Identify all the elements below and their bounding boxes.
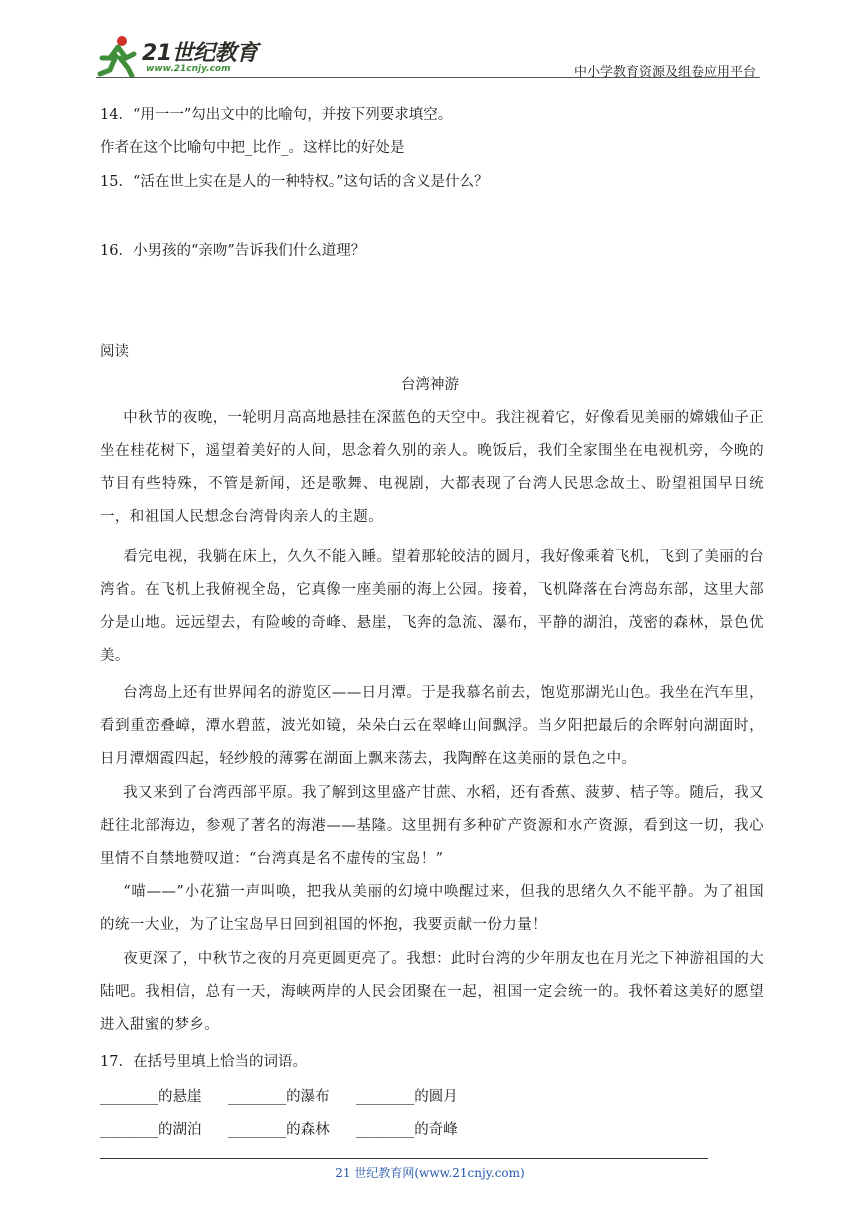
footer-divider [100,1158,708,1159]
passage-paragraph-1: 中秋节的夜晚，一轮明月高高地悬挂在深蓝色的天空中。我注视着它，好像看见美丽的嫦娥仙子正坐在桂花树下，遥望着美好的人间，思念着久别的亲人。晚饭后，我们全家围坐在电视机旁，今晚的节目有些特殊，不管是新闻，还是歌舞、电视剧，大都表现了台湾人民思念故土、盼望祖国早日统一，和祖国人民想念台湾骨肉亲人的主题。 [100,410,764,525]
question-14-sub: 作者在这个比喻句中把_比作_。这样比的好处是 [100,140,405,156]
fill-blank-item: ________的瀑布 [228,1089,330,1105]
passage-paragraph-4: 我又来到了台湾西部平原。我了解到这里盛产甘蔗、水稻，还有香蕉、菠萝、桔子等。随后，我又赶往北部海边，参观了著名的海港——基隆。这里拥有多种矿产资源和水产资源，看到这一切，我心里情不自禁地赞叹道：“台湾真是名不虚传的宝岛！” [100,785,764,867]
fill-blank-row-1 [100,1087,480,1107]
passage-paragraph-3: 台湾岛上还有世界闻名的游览区——日月潭。于是我慕名前去，饱览那湖光山色。我坐在汽车里，看到重峦叠嶂，潭水碧蓝，波光如镜，朵朵白云在翠峰山间飘浮。当夕阳把最后的余晖射向湖面时，日月潭烟霞四起，轻纱般的薄雾在湖面上飘来荡去，我陶醉在这美丽的景色之中。 [100,685,764,767]
passage-paragraph-5: “喵——”小花猫一声叫唤，把我从美丽的幻境中唤醒过来，但我的思绪久久不能平静。为了祖国的统一大业，为了让宝岛早日回到祖国的怀抱，我要贡献一份力量！ [100,884,764,933]
page-header [96,30,760,80]
fill-blank-item: ________的圆月 [356,1089,458,1105]
question-15: 15．“活在世上实在是人的一种特权。”这句话的含义是什么？ [100,174,489,190]
question-14: 14．“用一一”勾出文中的比喻句，并按下列要求填空。 [100,107,453,123]
passage-title: 台湾神游 [401,377,459,393]
fill-blank-item: ________的森林 [228,1122,330,1138]
question-17: 17．在括号里填上恰当的词语。 [100,1054,307,1070]
fill-blank-item: ________的湖泊 [100,1122,202,1138]
passage-paragraph-6: 夜更深了，中秋节之夜的月亮更圆更亮了。我想：此时台湾的少年朋友也在月光之下神游祖国的大陆吧。我相信，总有一天，海峡两岸的人民会团聚在一起，祖国一定会统一的。我怀着这美好的愿望进入甜蜜的梦乡。 [100,951,764,1033]
platform-name: 中小学教育资源及组卷应用平台 [573,65,756,80]
fill-blank-item: ________的悬崖 [100,1089,202,1105]
passage-paragraph-2: 看完电视，我躺在床上，久久不能入睡。望着那轮皎洁的圆月，我好像乘着飞机，飞到了美丽的台湾省。在飞机上我俯视全岛，它真像一座美丽的海上公园。接着，飞机降落在台湾岛东部，这里大部分是山地。远远望去，有险峻的奇峰、悬崖，飞奔的急流、瀑布，平静的湖泊，茂密的森林，景色优美。 [100,549,764,664]
logo-url: www.21cnjy.com [146,64,231,74]
runner-logo-icon [96,34,144,78]
fill-blank-row-2 [100,1120,480,1140]
site-logo [96,34,266,78]
footer-text[interactable]: 21 世纪教育网(www.21cnjy.com) [335,1166,525,1180]
fill-blank-item: ________的奇峰 [356,1122,458,1138]
header-divider [96,77,760,78]
reading-label: 阅读 [100,344,129,360]
logo-text: 21世纪教育 [142,41,258,66]
question-16: 16．小男孩的“亲吻”告诉我们什么道理？ [100,243,366,259]
